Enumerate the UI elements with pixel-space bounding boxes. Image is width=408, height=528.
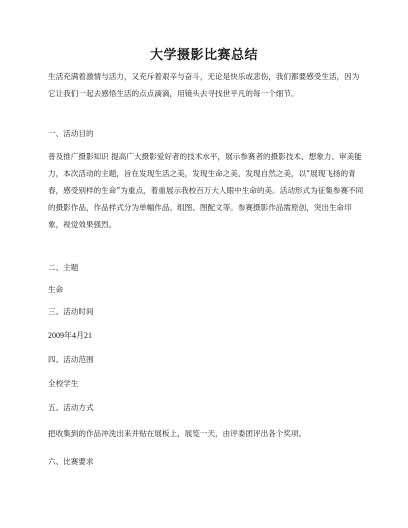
section-heading-theme: 二、主题 bbox=[48, 263, 79, 272]
section-heading-scope: 四、活动范围 bbox=[48, 355, 94, 364]
scope-text: 全校学生 bbox=[48, 379, 79, 388]
document-title: 大学摄影比赛总结 bbox=[149, 48, 258, 63]
intro-paragraph: 生活充满着激情与活力，又充斥着艰辛与奋斗，无论是快乐或悲伤，我们都要感受生活，因为它让我们一起去感悟生活的点点滴滴，用镜头去寻找世平凡的每一个细节。 bbox=[48, 72, 360, 98]
section-heading-purpose: 一、活动目的 bbox=[48, 129, 94, 138]
method-text: 把收集到的作品冲洗出来并贴在展板上，展览一天，由评委团评出各个奖项。 bbox=[48, 429, 307, 438]
event-date: 2009年4月21 bbox=[48, 331, 92, 340]
section-heading-method: 五、活动方式 bbox=[48, 403, 94, 412]
theme-text: 生命 bbox=[48, 285, 64, 294]
section-heading-time: 三、活动时间 bbox=[48, 307, 94, 316]
purpose-paragraph: 普及推广摄影知识 提高广大摄影爱好者的技术水平，展示参赛者的摄影技术、想象力、审美能力，本次活动的主题，旨在发现生活之美，发现生命之美，发现自然之美，以“展现飞扬的青春，感受别样的生命”为重点，着重展示我校百万大人眼中生命的美。活动形式为征集参赛不同的摄影作品，作品样式分为单幅作品、组图、图配文等。参赛摄影作品需原创，突出生命印象，视觉效果强烈。 bbox=[48, 152, 364, 229]
section-heading-requirements: 六、比赛要求 bbox=[48, 457, 94, 466]
